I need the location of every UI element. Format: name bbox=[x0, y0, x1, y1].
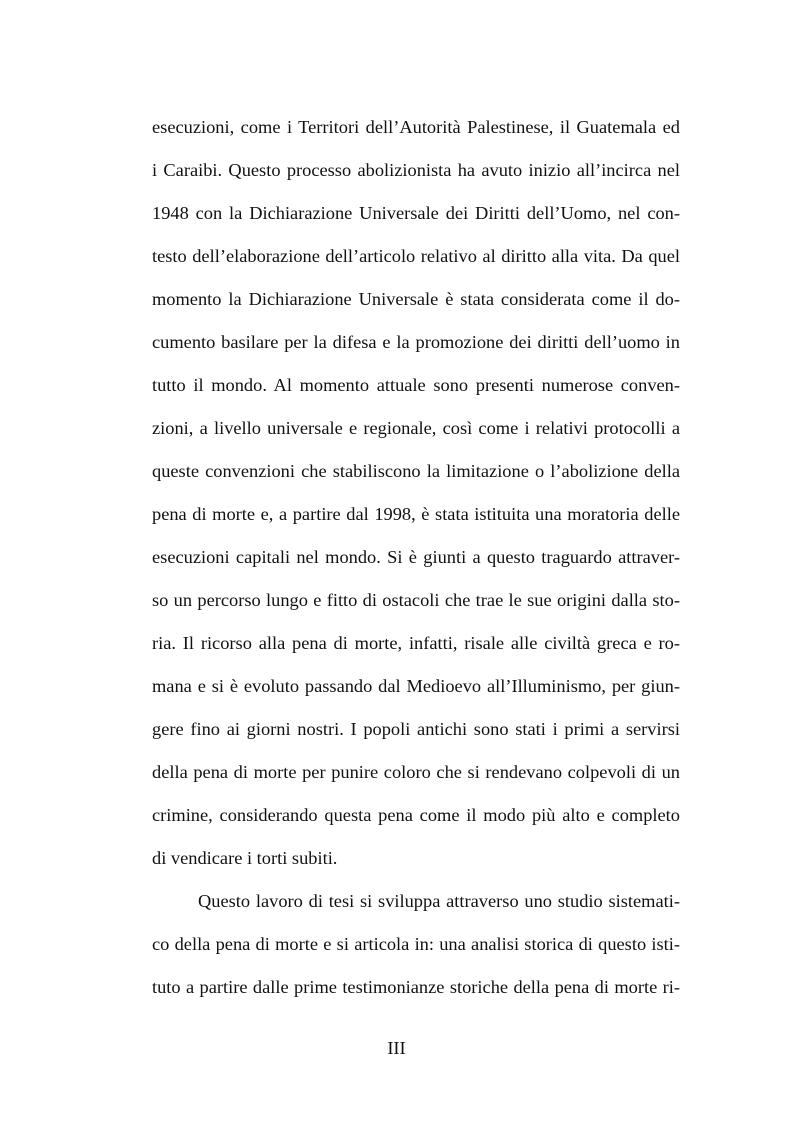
paragraph-first-line: Questo lavoro di tesi si sviluppa attraverso uno studio sistemati- bbox=[198, 891, 680, 911]
text-line: so un percorso lungo e fitto di ostacoli che trae le sue origini dalla sto- bbox=[152, 590, 680, 610]
page-number: III bbox=[387, 1038, 406, 1058]
body-text bbox=[152, 106, 680, 1009]
text-line: tutto il mondo. Al momento attuale sono presenti numerose conven- bbox=[152, 375, 680, 395]
text-line: gere fino ai giorni nostri. I popoli antichi sono stati i primi a servirsi bbox=[152, 719, 680, 739]
text-line: mana e si è evoluto passando dal Medioevo all’Illuminismo, per giun- bbox=[152, 676, 680, 696]
text-line: i Caraibi. Questo processo abolizionista ha avuto inizio all’incirca nel bbox=[152, 160, 680, 180]
text-line: cumento basilare per la difesa e la promozione dei diritti dell’uomo in bbox=[152, 332, 680, 352]
text-line: della pena di morte per punire coloro che si rendevano colpevoli di un bbox=[152, 762, 680, 782]
text-line: testo dell’elaborazione dell’articolo relativo al diritto alla vita. Da quel bbox=[152, 246, 680, 266]
text-line: esecuzioni, come i Territori dell’Autorità Palestinese, il Guatemala ed bbox=[152, 117, 680, 137]
text-line: co della pena di morte e si articola in: una analisi storica di questo isti- bbox=[152, 934, 680, 954]
text-line: 1948 con la Dichiarazione Universale dei Diritti dell’Uomo, nel con- bbox=[152, 203, 680, 223]
text-line: tuto a partire dalle prime testimonianze storiche della pena di morte ri- bbox=[152, 977, 680, 997]
text-line: esecuzioni capitali nel mondo. Si è giunti a questo traguardo attraver- bbox=[152, 547, 680, 567]
text-line: ria. Il ricorso alla pena di morte, infatti, risale alle civiltà greca e ro- bbox=[152, 633, 680, 653]
text-line: queste convenzioni che stabiliscono la limitazione o l’abolizione della bbox=[152, 461, 680, 481]
text-line: momento la Dichiarazione Universale è stata considerata come il do- bbox=[152, 289, 680, 309]
text-line: crimine, considerando questa pena come il modo più alto e completo bbox=[152, 805, 680, 825]
text-line: pena di morte e, a partire dal 1998, è stata istituita una moratoria delle bbox=[152, 504, 680, 524]
paragraph-end-line: di vendicare i torti subiti. bbox=[152, 848, 338, 868]
text-line: zioni, a livello universale e regionale, così come i relativi protocolli a bbox=[152, 418, 680, 438]
